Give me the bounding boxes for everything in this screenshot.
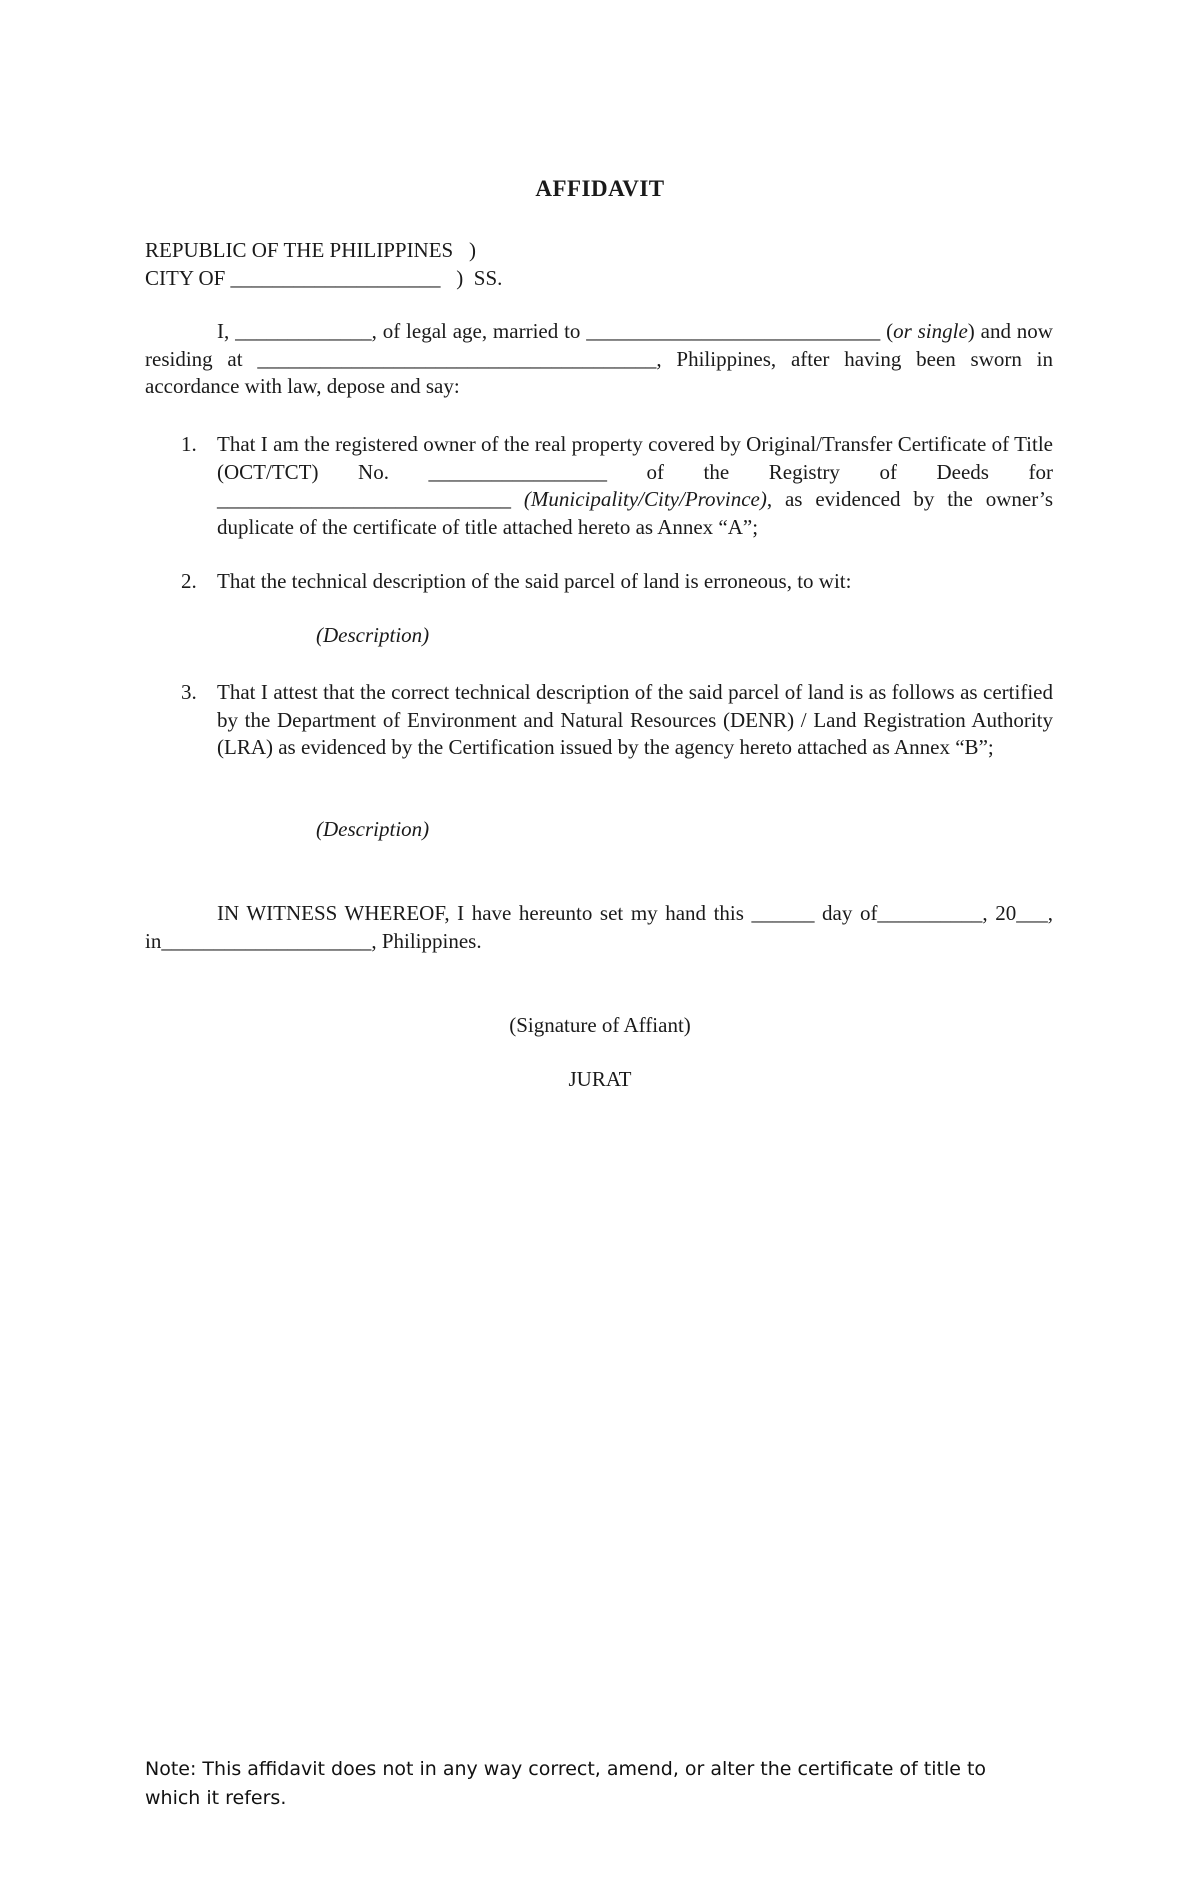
list-item (145, 568, 1053, 596)
item-number: 1. (181, 432, 197, 456)
intro-paragraph (145, 318, 1053, 401)
intro-text-part1: I, _____________, of legal age, married to ____________________________ ( (217, 319, 894, 343)
jurat-heading: JURAT (568, 1067, 632, 1091)
item-text: That the technical description of the said parcel of land is erroneous, to wit: (217, 569, 852, 593)
venue-republic-line: REPUBLIC OF THE PHILIPPINES ) (145, 238, 476, 262)
item-number: 3. (181, 680, 197, 704)
signature-line: (Signature of Affiant) (509, 1013, 691, 1037)
item-location-italic: (Municipality/City/Province) (523, 487, 767, 511)
item-text (217, 431, 1053, 541)
item-number: 2. (181, 569, 197, 593)
description-placeholder: (Description) (316, 817, 430, 841)
description-placeholder: (Description) (316, 623, 430, 647)
item-text: That I attest that the correct technical description of the said parcel of land is as follows as certified by the Department of Environment and Natural Resources (DENR) / Land Registration Authority (LRA) as evidenced by the Certification issued by the agency hereto attached as Annex “B”; (217, 680, 1053, 759)
witness-paragraph: IN WITNESS WHEREOF, I have hereunto set my hand this ______ day of__________, 20___, in____________________, Philippines. (145, 901, 1053, 953)
document-title: AFFIDAVIT (535, 176, 665, 201)
footnote: Note: This affidavit does not in any way correct, amend, or alter the certificate of title to which it refers. (145, 1758, 987, 1809)
list-item (145, 679, 1053, 762)
intro-civil-status-italic: or single (893, 319, 968, 343)
list-item (145, 431, 1053, 541)
venue-city-line: CITY OF ____________________ ) SS. (145, 266, 503, 290)
intro-text-part2: ) and now residing at ______________________________________, Philippines, after having been sworn in accordance with law, depose and say: (145, 319, 1053, 398)
item-text-part2: , as evidenced by the owner’s duplicate of the certificate of title attached hereto as Annex “A”; (217, 487, 1053, 539)
item-text-part1: That I am the registered owner of the real property covered by Original/Transfer Certificate of Title (OCT/TCT) No. _________________ of the Registry of Deeds for ____________________________ (217, 432, 1053, 511)
venue-block (145, 236, 502, 292)
